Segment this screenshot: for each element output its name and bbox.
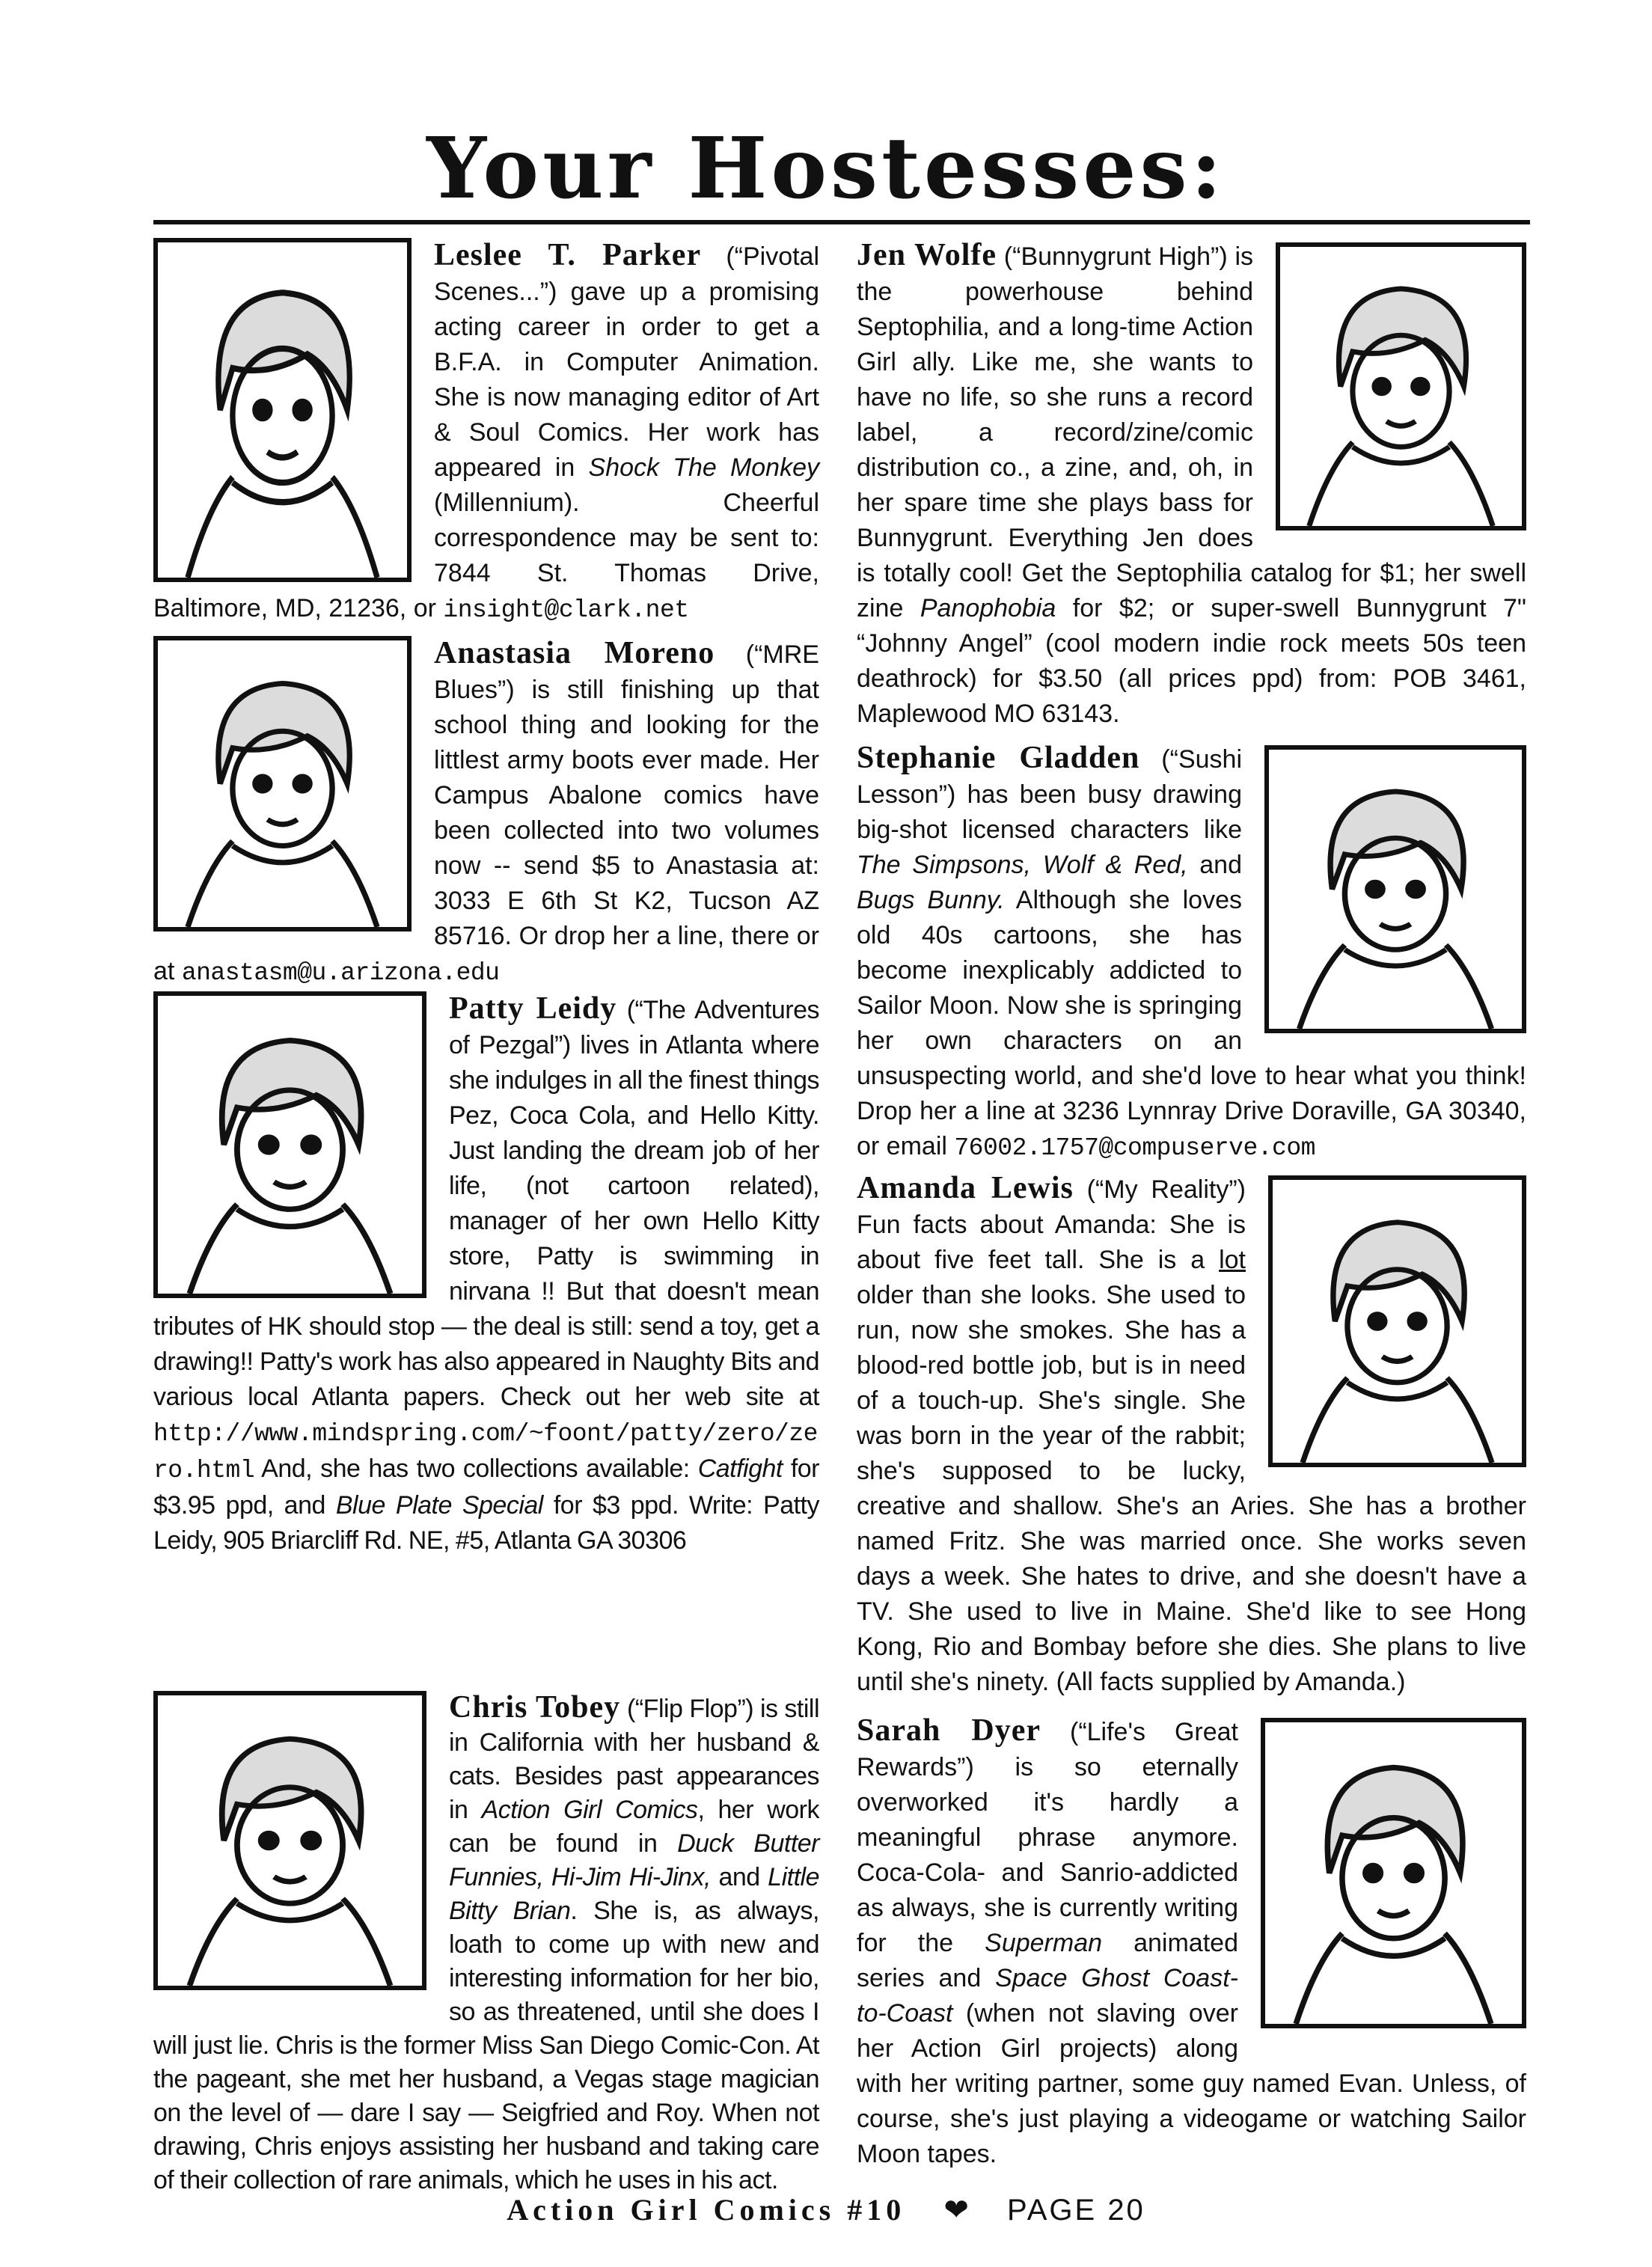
heart-icon: ❤ [943, 2194, 969, 2227]
contact-text: 76002.1757@compuserve.com [954, 1134, 1315, 1162]
bio-chris [153, 1691, 819, 2197]
bio-name: Sarah Dyer [857, 1713, 1041, 1748]
bio-text: And, she has two collections available: [254, 1454, 698, 1483]
bio-text: Action Girl Comics [481, 1796, 698, 1824]
bio-text: (“MRE Blues”) is still finishing up that school thing and looking for the littlest army boots ever made. Her Campus Abalone comics have been collected into two volumes now -- send $5 to Anastasia at: 3033 E 6th St K2, Tucson AZ 85716. Or drop her a line, there or at [153, 640, 819, 985]
bio-text: (when not slaving over her Action Girl projects) along with her writing partner, some guy named Evan. Unless, of course, she's just playing a videogame or watching Sailor Moon tapes. [857, 1999, 1526, 2168]
bio-text: Although she loves old 40s cartoons, she has become inexplicably addicted to Sailor Moon. Now she is springing her own characters on an unsuspecting world, and she'd love to hear what you think! Drop her a line at 3236 Lynnray Drive Doraville, GA 30340, or email [857, 886, 1526, 1160]
bio-text: and [1187, 851, 1242, 879]
bio-text: Blue Plate Special [335, 1491, 543, 1520]
publication-title: Action Girl Comics #10 [507, 2193, 906, 2227]
bio-text: Bugs Bunny. [857, 886, 1005, 914]
page-number: PAGE 20 [1007, 2194, 1145, 2227]
portrait-illustration [153, 238, 412, 582]
contact-text: http://www.mindspring.com/~foont/patty/zero/zero.html [153, 1420, 818, 1484]
bio-text: for $3.95 ppd, and [153, 1454, 820, 1520]
bio-text: Space Ghost Coast-to-Coast [857, 1964, 1238, 2028]
page-footer [0, 2192, 1652, 2227]
bio-text: (“The Adventures of Pezgal”) lives in Atlanta where she indulges in all the finest things Pez, Coca Cola, and Hello Kitty. Just landing the dream job of her life, (not cartoon related), manager of her own Hello Kitty store, Patty is swimming in nirvana !! But that doesn't mean tributes of HK should stop — the deal is still: send a toy, get a drawing!! Patty's work has also appeared in Naughty Bits and various local Atlanta papers. Check out her web site at [153, 996, 819, 1411]
bio-text: (“Flip Flop”) is still in California with her husband & cats. Besides past appearances in [449, 1695, 819, 1824]
title-divider [153, 220, 1530, 224]
bio-text: for $3 ppd. Write: Patty Leidy, 905 Briarcliff Rd. NE, #5, Atlanta GA 30306 [153, 1491, 819, 1555]
bio-name: Patty Leidy [449, 991, 617, 1026]
bio-text: Little Bitty Brian [449, 1863, 819, 1925]
portrait-illustration [1276, 242, 1526, 530]
bio-name: Anastasia Moreno [434, 636, 715, 670]
contact-text: insight@clark.net [443, 596, 689, 624]
bio-name: Jen Wolfe [857, 238, 997, 272]
bio-sarah [857, 1713, 1526, 2172]
portrait-illustration [1268, 1175, 1526, 1467]
portrait-illustration [153, 991, 426, 1298]
bio-text: (“Pivotal Scenes...”) gave up a promising acting career in order to get a B.F.A. in Computer Animation. She is now managing editor of Art & Soul Comics. Her work has appeared in [434, 242, 820, 482]
bio-text: The Simpsons, Wolf & Red, [857, 851, 1188, 879]
portrait-illustration [153, 636, 412, 931]
portrait-illustration [1261, 1718, 1526, 2028]
bio-text: (“Bunnygrunt High”) is the powerhouse behind Septophilia, and a long-time Action Girl ally. Like me, she wants to have no life, so she runs a record label, a record/zine/comic distribution co., a zine, and, oh, in her spare time she plays bass for Bunnygrunt. Everything Jen does is totally cool! Get the Septophilia catalog for $1; her swell zine [857, 242, 1526, 622]
bio-jen [857, 238, 1526, 732]
bio-name: Stephanie Gladden [857, 741, 1140, 775]
bio-text: Shock The Monkey [588, 453, 820, 482]
bio-amanda [857, 1171, 1526, 1700]
bio-text: Catfight [697, 1454, 783, 1483]
contact-text: anastasm@u.arizona.edu [181, 959, 500, 987]
bio-text: (Millennium). Cheerful correspondence may be sent to: 7844 St. Thomas Drive, Baltimore, MD, 21236, or [153, 489, 819, 622]
bio-text: . She is, as always, loath to come up with new and interesting information for her bio, so as threatened, until she does I will just lie. Chris is the former Miss San Diego Comic-Con. At the pageant, she met her husband, a Vegas stage magician on the level of — dare I say — Seigfried and Roy. When not drawing, Chris enjoys assisting her husband and taking care of their collection of rare animals, which he uses in his act. [153, 1897, 819, 2194]
bio-text: and [711, 1863, 768, 1891]
bio-name: Amanda Lewis [857, 1171, 1074, 1205]
bio-text: Superman [985, 1929, 1103, 1957]
bio-text: Duck Butter Funnies, Hi-Jim Hi-Jinx, [449, 1829, 819, 1891]
portrait-illustration [1264, 745, 1526, 1033]
bio-text: Panophobia [920, 594, 1056, 622]
bio-text: , her work can be found in [449, 1796, 819, 1858]
bio-name: Chris Tobey [449, 1690, 621, 1725]
page-title: Your Hostesses: [426, 120, 1226, 218]
bio-text: (“Sushi Lesson”) has been busy drawing big-shot licensed characters like [857, 745, 1242, 844]
bio-anastasia [153, 636, 819, 991]
bio-text: (“My Reality”) Fun facts about Amanda: She is about five feet tall. She is a [857, 1175, 1246, 1274]
bio-name: Leslee T. Parker [434, 238, 702, 272]
bio-text: lot [1219, 1246, 1246, 1274]
bio-text: older than she looks. She used to run, now she smokes. She has a blood-red bottle job, but is in need of a touch-up. She's single. She was born in the year of the rabbit; she's supposed to be lucky, creative and shallow. She's an Aries. She has a brother named Fritz. She was married once. She works seven days a week. She hates to drive, and she doesn't have a TV. She used to live in Maine. She'd like to see Hong Kong, Rio and Bombay before she dies. She plans to live until she's ninety. (All facts supplied by Amanda.) [857, 1281, 1526, 1696]
bio-patty [153, 991, 819, 1558]
portrait-illustration [153, 1691, 426, 1990]
bio-stephanie [857, 741, 1526, 1166]
bio-text: for $2; or super-swell Bunnygrunt 7" “Johnny Angel” (cool modern indie rock meets 50s teen deathrock) for $3.50 (all prices ppd) from: POB 3461, Maplewood MO 63143. [857, 594, 1526, 728]
bio-leslee [153, 238, 819, 628]
bio-text: animated series and [857, 1929, 1238, 1992]
bio-text: (“Life's Great Rewards”) is so eternally overworked it's hardly a meaningful phrase anymore. Coca-Cola- and Sanrio-addicted as always, she is currently writing for the [857, 1718, 1238, 1957]
